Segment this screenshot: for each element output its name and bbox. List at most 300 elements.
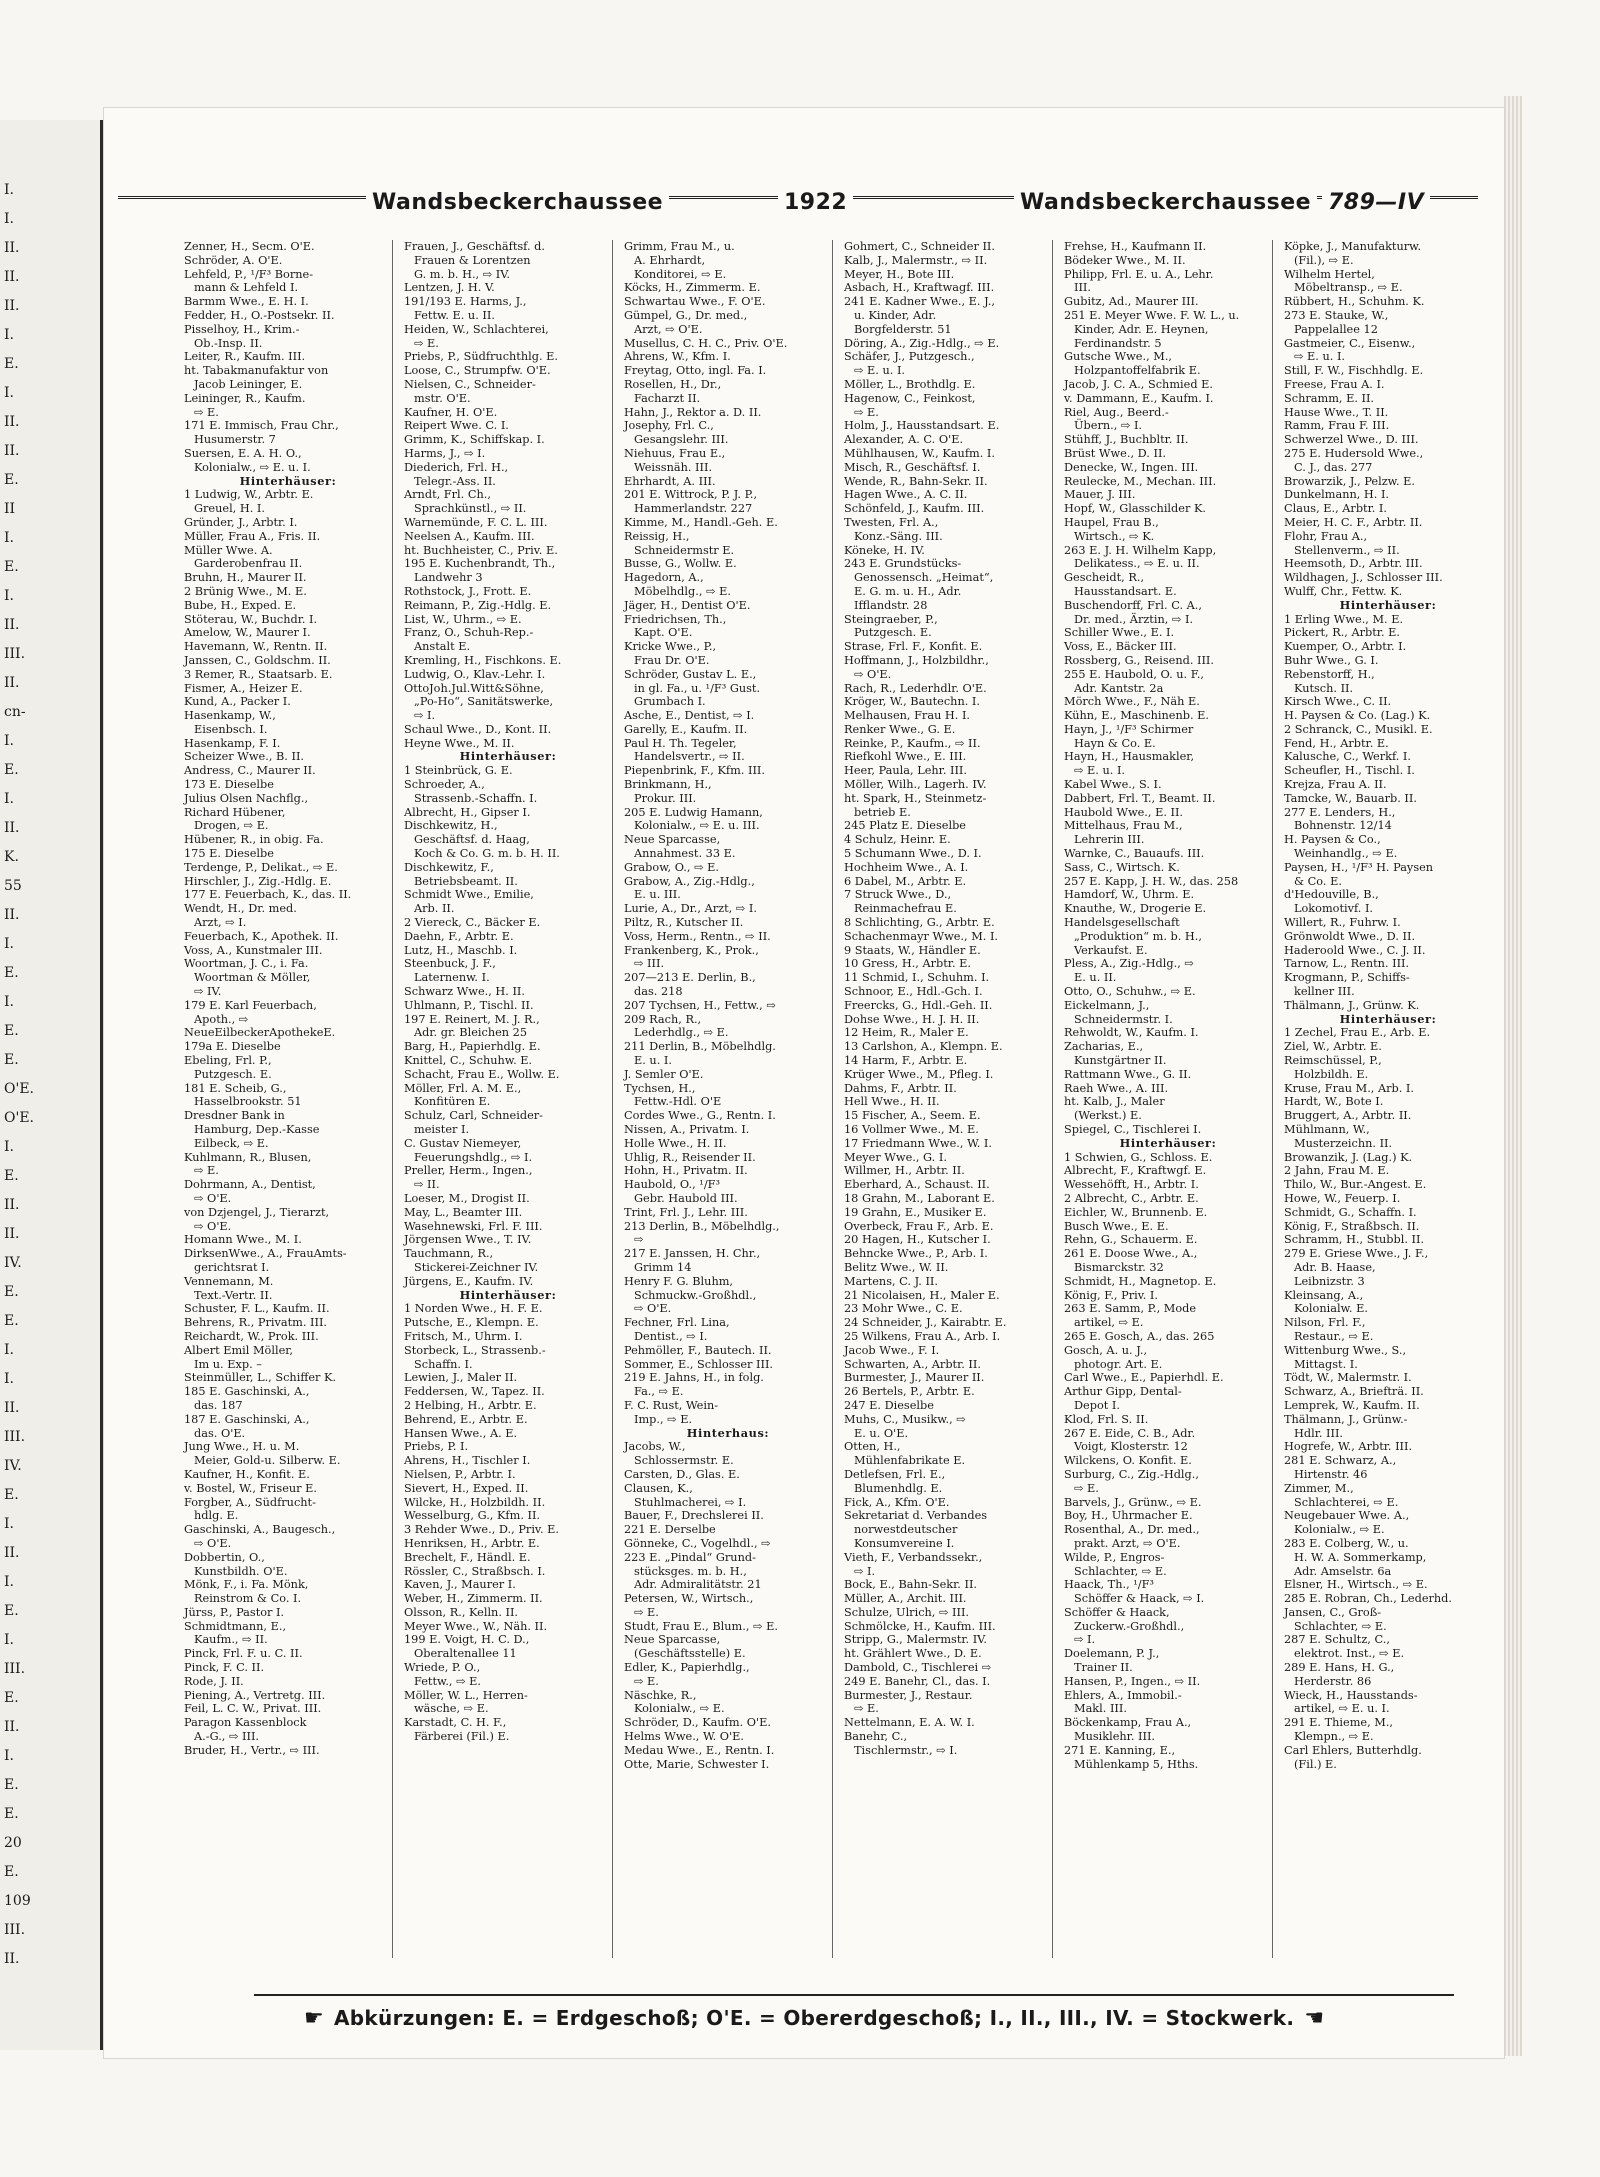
directory-entry: Grimm, K., Schiffskap. I. <box>404 433 545 447</box>
directory-entry: Pehmöller, F., Bautech. II. <box>624 1343 772 1357</box>
directory-entry: Hamdorf, W., Uhrm. E. <box>1064 888 1195 902</box>
directory-entry: Kaven, J., Maurer I. <box>404 1578 516 1592</box>
directory-entry: Gubitz, Ad., Maurer III. <box>1064 295 1199 309</box>
facing-page-fragment: I. <box>4 1516 14 1532</box>
directory-entry: norwestdeutscher <box>854 1523 958 1537</box>
directory-entry: Bauer, F., Drechslerei II. <box>624 1509 764 1523</box>
abbreviation-footer <box>254 1994 1454 2040</box>
directory-entry: Kalusche, C., Werkf. I. <box>1284 750 1411 764</box>
facing-page-fragment: I. <box>4 791 14 807</box>
directory-entry: Leininger, R., Kaufm. <box>184 391 306 405</box>
directory-entry: Hasenkamp, W., <box>184 709 276 723</box>
directory-entry: Freytag, Otto, ingl. Fa. I. <box>624 364 767 378</box>
directory-entry: Fismer, A., Heizer E. <box>184 681 303 695</box>
directory-entry: Hagedorn, A., <box>624 571 704 585</box>
directory-entry: Warnemünde, F. C. L. III. <box>404 515 548 529</box>
directory-entry: Gutsche Wwe., M., <box>1064 350 1173 364</box>
facing-page-fragment: II. <box>4 443 20 459</box>
directory-entry: 187 E. Gaschinski, A., <box>184 1412 310 1426</box>
directory-entry: 291 E. Thieme, M., <box>1284 1716 1394 1730</box>
directory-entry: Geschäftsf. d. Haag, <box>414 833 530 847</box>
directory-entry: 26 Bertels, P., Arbtr. E. <box>844 1385 975 1399</box>
directory-entry: 181 E. Scheib, G., <box>184 1081 287 1095</box>
directory-entry: Schröder, Gustav L. E., <box>624 667 757 681</box>
directory-entry: Kabel Wwe., S. I. <box>1064 778 1162 792</box>
directory-entry: Konsumvereine I. <box>854 1536 955 1550</box>
directory-entry: Gümpel, G., Dr. med., <box>624 308 748 322</box>
directory-entry: Tauchmann, R., <box>404 1247 494 1261</box>
directory-entry: 245 Platz E. Dieselbe <box>844 819 966 833</box>
directory-entry: stücksges. m. b. H., <box>634 1564 747 1578</box>
directory-entry: Husumerstr. 7 <box>194 433 276 447</box>
directory-entry: DirksenWwe., A., FrauAmts- <box>184 1247 347 1261</box>
directory-columns <box>180 240 1502 1958</box>
directory-entry: May, L., Beamter III. <box>404 1205 523 1219</box>
directory-entry: Riel, Aug., Beerd.- <box>1064 405 1169 419</box>
directory-entry: Mühlenfabrikate E. <box>854 1454 966 1468</box>
facing-page-fragment: E. <box>4 1052 19 1068</box>
directory-entry: Carsten, D., Glas. E. <box>624 1467 740 1481</box>
directory-entry: Handelsgesellschaft <box>1064 916 1180 930</box>
directory-entry: Kuemper, O., Arbtr. I. <box>1284 640 1407 654</box>
directory-entry: Warnke, C., Bauaufs. III. <box>1064 847 1205 861</box>
directory-entry: Denecke, W., Ingen. III. <box>1064 460 1199 474</box>
directory-entry: Schulz, Carl, Schneider- <box>404 1109 543 1123</box>
directory-entry: 2 Viereck, C., Bäcker E. <box>404 916 541 930</box>
directory-entry: Kleinsang, A., <box>1284 1288 1364 1302</box>
directory-entry: 175 E. Dieselbe <box>184 847 274 861</box>
directory-entry: Tychsen, H., <box>624 1081 696 1095</box>
directory-entry: Dambold, C., Tischlerei ⇨ <box>844 1661 992 1675</box>
directory-entry: Schaffn. I. <box>414 1357 473 1371</box>
directory-entry: Lurie, A., Dr., Arzt, ⇨ I. <box>624 902 757 916</box>
directory-entry: Putsche, E., Klempn. E. <box>404 1316 539 1330</box>
directory-entry: Greuel, H. I. <box>194 502 265 516</box>
directory-entry: 217 E. Janssen, H. Chr., <box>624 1247 761 1261</box>
section-heading: Hinterhäuser: <box>1339 1011 1437 1026</box>
directory-entry: Dahms, F., Arbtr. II. <box>844 1081 957 1095</box>
directory-entry: Jacob Wwe., F. I. <box>844 1343 940 1357</box>
directory-entry: Jürss, P., Pastor I. <box>184 1605 285 1619</box>
directory-entry: 2 Albrecht, C., Arbtr. E. <box>1064 1191 1199 1205</box>
directory-entry: ht. Kalb, J., Maler <box>1064 1095 1165 1109</box>
directory-entry: 199 E. Voigt, H. C. D., <box>404 1633 530 1647</box>
directory-entry: Schröder, D., Kaufm. O'E. <box>624 1716 771 1730</box>
directory-entry: 223 E. „Pindal“ Grund- <box>624 1550 756 1564</box>
directory-entry: Albrecht, H., Gipser I. <box>404 805 531 819</box>
directory-entry: Thilo, W., Bur.-Angest. E. <box>1284 1178 1427 1192</box>
directory-entry: Meyer, H., Bote III. <box>844 267 955 281</box>
directory-entry: Behrend, E., Arbtr. E. <box>404 1412 528 1426</box>
directory-entry: Kimme, M., Handl.-Geh. E. <box>624 515 778 529</box>
facing-page-fragment: II. <box>4 414 20 430</box>
directory-entry: Claus, E., Arbtr. I. <box>1284 502 1387 516</box>
directory-entry: Nielsen, C., Schneider- <box>404 377 536 391</box>
directory-entry: Hause Wwe., T. II. <box>1284 405 1389 419</box>
directory-entry: Dischkewitz, H., <box>404 819 498 833</box>
directory-entry: Amelow, W., Maurer I. <box>184 626 311 640</box>
directory-entry: Hochheim Wwe., A. I. <box>844 860 969 874</box>
directory-entry: Wieck, H., Hausstands- <box>1284 1688 1418 1702</box>
directory-entry: 10 Gress, H., Arbtr. E. <box>844 957 971 971</box>
directory-entry: Mauer, J. III. <box>1064 488 1136 502</box>
directory-entry: Mühlmann, W., <box>1284 1123 1370 1136</box>
directory-entry: 207 Tychsen, H., Fettw., ⇨ <box>624 998 776 1012</box>
directory-entry: Tischlermstr., ⇨ I. <box>854 1743 958 1757</box>
directory-entry: gerichtsrat I. <box>194 1260 270 1274</box>
directory-entry: Sievert, H., Exped. II. <box>404 1481 529 1495</box>
directory-entry: E. u. O'E. <box>854 1426 909 1440</box>
directory-entry: ⇨ I. <box>854 1564 876 1578</box>
directory-entry: Weber, H., Zimmerm. II. <box>404 1592 543 1606</box>
directory-entry: Priebs, P. I. <box>404 1440 469 1454</box>
directory-entry: Tamcke, W., Bauarb. II. <box>1284 791 1417 805</box>
directory-entry: Studt, Frau E., Blum., ⇨ E. <box>624 1619 778 1633</box>
directory-entry: 3 Remer, R., Staatsarb. E. <box>184 667 333 681</box>
directory-entry: 185 E. Gaschinski, A., <box>184 1385 310 1399</box>
directory-entry: 2 Brünig Wwe., M. E. <box>184 584 307 598</box>
directory-entry: Schneidermstr. I. <box>1074 1012 1173 1026</box>
directory-entry: Apoth., ⇨ <box>194 1012 249 1026</box>
directory-entry: Grabow, O., ⇨ E. <box>624 860 719 874</box>
directory-entry: Asche, E., Dentist, ⇨ I. <box>624 709 755 723</box>
directory-entry: Ebeling, Frl. P., <box>184 1054 272 1068</box>
facing-page-fragment: III. <box>4 1429 26 1445</box>
directory-entry: Feil, L. C. W., Privat. III. <box>184 1702 322 1716</box>
directory-entry: Köcks, H., Zimmerm. E. <box>624 281 761 295</box>
section-heading: Hinterhaus: <box>686 1425 770 1440</box>
directory-entry: Schlossermstr. E. <box>634 1454 734 1468</box>
directory-entry: Hübener, R., in obig. Fa. <box>184 833 324 847</box>
directory-entry: Belitz Wwe., W. II. <box>844 1260 949 1274</box>
directory-entry: 263 E. J. H. Wilhelm Kapp, <box>1064 543 1217 557</box>
directory-entry: Carl Wwe., E., Papierhdl. E. <box>1064 1371 1224 1385</box>
directory-entry: Riefkohl Wwe., E. III. <box>844 750 967 764</box>
directory-entry: Leibnizstr. 3 <box>1294 1274 1365 1288</box>
directory-entry: Drogen, ⇨ E. <box>194 819 269 833</box>
directory-entry: Fedder, H., O.-Postsekr. II. <box>184 308 335 322</box>
directory-entry: Schlachter, ⇨ E. <box>1294 1619 1387 1633</box>
directory-entry: Krejza, Frau A. II. <box>1284 778 1387 792</box>
directory-entry: 221 E. Derselbe <box>624 1523 716 1537</box>
directory-entry: Dischkewitz, F., <box>404 860 494 874</box>
directory-column-3 <box>620 240 833 1958</box>
directory-entry: 17 Friedmann Wwe., W. I. <box>844 1136 992 1150</box>
directory-entry: Kirsch Wwe., C. II. <box>1284 695 1392 709</box>
directory-entry: Müller Wwe. A. <box>184 543 273 557</box>
directory-entry: 12 Heim, R., Maler E. <box>844 1026 969 1040</box>
directory-entry: kellner III. <box>1294 985 1355 999</box>
directory-entry: Elsner, H., Wirtsch., ⇨ E. <box>1284 1578 1428 1592</box>
directory-entry: Meier, H. C. F., Arbtr. II. <box>1284 515 1423 529</box>
facing-page-fragment: I. <box>4 994 14 1010</box>
directory-entry: Pinck, Frl. F. u. C. II. <box>184 1647 303 1661</box>
directory-entry: ht. Spark, H., Steinmetz- <box>844 791 987 805</box>
directory-entry: ⇨ O'E. <box>854 667 892 681</box>
directory-entry: Rosellen, H., Dr., <box>624 377 722 391</box>
directory-entry: Misch, R., Geschäftsf. I. <box>844 460 981 474</box>
directory-entry: Frauen, J., Geschäftsf. d. <box>404 240 545 253</box>
directory-entry: Kapt. O'E. <box>634 626 693 640</box>
directory-entry: Flohr, Frau A., <box>1284 529 1368 543</box>
directory-entry: (Fil.), ⇨ E. <box>1294 253 1354 267</box>
directory-entry: Mittagst. I. <box>1294 1357 1358 1371</box>
directory-entry: Stellenverm., ⇨ II. <box>1294 543 1400 557</box>
directory-entry: Eichler, W., Brunnenb. E. <box>1064 1205 1208 1219</box>
facing-page-fragment: I. <box>4 733 14 749</box>
directory-entry: Twesten, Frl. A., <box>844 515 939 529</box>
directory-entry: 173 E. Dieselbe <box>184 778 274 792</box>
directory-entry: Wesselburg, G., Kfm. II. <box>404 1509 541 1523</box>
directory-entry: König, F., Priv. I. <box>1064 1288 1158 1302</box>
directory-entry: Schwarten, A., Arbtr. II. <box>844 1357 981 1371</box>
directory-entry: Buschendorff, Frl. C. A., <box>1064 598 1202 612</box>
directory-entry: Bödeker Wwe., M. II. <box>1064 253 1186 267</box>
directory-entry: Kund, A., Packer I. <box>184 695 291 709</box>
directory-entry: Kinder, Adr. E. Heynen, <box>1074 322 1209 336</box>
directory-entry: Kricke Wwe., P., <box>624 640 717 654</box>
directory-entry: artikel, ⇨ E. u. I. <box>1294 1702 1390 1716</box>
directory-entry: Helms Wwe., W. O'E. <box>624 1730 745 1744</box>
directory-entry: Ifflandstr. 28 <box>854 598 928 612</box>
directory-entry: Nielsen, P., Arbtr. I. <box>404 1467 516 1481</box>
directory-entry: Krogmann, P., Schiffs- <box>1284 971 1410 985</box>
directory-entry: Musellus, C. H. C., Priv. O'E. <box>624 336 788 350</box>
directory-entry: 2 Schranck, C., Musikl. E. <box>1284 722 1433 736</box>
directory-entry: Schönfeld, J., Kaufm. III. <box>844 502 985 516</box>
directory-entry: F. C. Rust, Wein- <box>624 1398 719 1412</box>
directory-entry: 283 E. Colberg, W., u. <box>1284 1536 1409 1550</box>
directory-entry: Boy, H., Uhrmacher E. <box>1064 1509 1193 1523</box>
directory-entry: List, W., Uhrm., ⇨ E. <box>404 612 522 626</box>
directory-entry: Hagen Wwe., A. C. II. <box>844 488 968 502</box>
directory-entry: Gönneke, C., Vogelhdl., ⇨ <box>624 1536 771 1550</box>
directory-entry: Dr. med., Ärztin, ⇨ I. <box>1074 612 1194 626</box>
directory-entry: Kunstbildh. O'E. <box>194 1564 288 1578</box>
directory-entry: mann & Lehfeld I. <box>194 281 299 295</box>
directory-entry: Franz, O., Schuh-Rep.- <box>404 626 534 640</box>
directory-entry: Jörgensen Wwe., T. IV. <box>404 1233 532 1247</box>
directory-entry: Hasenkamp, F. I. <box>184 736 281 750</box>
directory-entry: Petersen, W., Wirtsch., <box>624 1592 754 1606</box>
directory-entry: Frankenberg, K., Prok., <box>624 943 759 957</box>
directory-entry: Kutsch. II. <box>1294 681 1354 695</box>
directory-entry: das. 218 <box>634 985 683 999</box>
directory-entry: 5 Schumann Wwe., D. I. <box>844 847 982 861</box>
directory-entry: Strassenb.-Schaffn. I. <box>414 791 538 805</box>
directory-entry: Lehfeld, P., ¹/F³ Borne- <box>184 267 314 281</box>
directory-entry: meister I. <box>414 1123 470 1136</box>
directory-entry: Zimmer, M., <box>1284 1481 1354 1495</box>
year-label: 1922 <box>778 190 853 215</box>
directory-entry: Howe, W., Feuerp. I. <box>1284 1191 1401 1205</box>
directory-entry: Eberhard, A., Schaust. II. <box>844 1178 990 1192</box>
directory-entry: elektrot. Inst., ⇨ E. <box>1294 1647 1405 1661</box>
directory-entry: 261 E. Doose Wwe., A., <box>1064 1247 1198 1261</box>
directory-entry: Döring, A., Zig.-Hdlg., ⇨ E. <box>844 336 1000 350</box>
directory-entry: Hohn, H., Privatm. II. <box>624 1164 748 1178</box>
directory-entry: Neue Sparcasse, <box>624 1633 721 1647</box>
directory-entry: Hahn, J., Rektor a. D. II. <box>624 405 762 419</box>
directory-entry: Schmölcke, H., Kaufm. III. <box>844 1619 996 1633</box>
directory-entry: Möller, Wilh., Lagerh. IV. <box>844 778 987 792</box>
directory-entry: ⇨ O'E. <box>194 1191 232 1205</box>
directory-entry: Wilhelm Hertel, <box>1284 267 1375 281</box>
directory-entry: Schramm, E. II. <box>1284 391 1375 405</box>
directory-entry: 211 Derlin, B., Möbelhdlg. <box>624 1040 776 1054</box>
directory-entry: 243 E. Grundstücks- <box>844 557 962 571</box>
directory-entry: Blumenhdlg. E. <box>854 1481 943 1495</box>
directory-entry: Voss, A., Kunstmaler III. <box>184 943 323 957</box>
directory-entry: & Co. E. <box>1294 874 1342 888</box>
directory-entry: Zacharias, E., <box>1064 1040 1144 1054</box>
directory-entry: Barmm Wwe., E. H. I. <box>184 295 309 309</box>
directory-entry: König, F., Straßbsch. II. <box>1284 1219 1420 1233</box>
directory-entry: Richard Hübener, <box>184 805 286 819</box>
directory-entry: Paysen, H., ¹/F³ H. Paysen <box>1284 860 1434 874</box>
facing-page-fragment: II. <box>4 1197 20 1213</box>
directory-entry: Wittenburg Wwe., S., <box>1284 1343 1407 1357</box>
facing-page-fragment: E. <box>4 472 19 488</box>
directory-entry: C. Gustav Niemeyer, <box>404 1136 522 1150</box>
directory-entry: Arthur Gipp, Dental- <box>1064 1385 1182 1399</box>
facing-page-fragment: II. <box>4 269 20 285</box>
directory-entry: E. u. I. <box>634 1054 672 1068</box>
directory-entry: Jäger, H., Dentist O'E. <box>624 598 751 612</box>
directory-entry: Zuckerw.-Großhdl., <box>1074 1619 1185 1633</box>
directory-entry: Woortman & Möller, <box>194 971 311 985</box>
directory-entry: 6 Dabel, M., Arbtr. E. <box>844 874 967 888</box>
directory-entry: Schulze, Ulrich, ⇨ III. <box>844 1605 970 1619</box>
directory-entry: Stöterau, W., Buchdr. I. <box>184 612 318 626</box>
directory-entry: ⇨ E. <box>634 1674 659 1688</box>
directory-entry: Mönk, F., i. Fa. Mönk, <box>184 1578 309 1592</box>
directory-entry: Bohnenstr. 12/14 <box>1294 819 1392 833</box>
directory-entry: Paul H. Th. Tegeler, <box>624 736 737 750</box>
directory-entry: Kaufner, H. O'E. <box>404 405 498 419</box>
directory-entry: Trint, Frl. J., Lehr. III. <box>624 1205 748 1219</box>
directory-entry: Wulff, Chr., Fettw. K. <box>1284 584 1403 598</box>
directory-entry: Köneke, H. IV. <box>844 543 925 557</box>
facing-page-fragment: I. <box>4 588 14 604</box>
directory-entry: Woortman, J. C., i. Fa. <box>184 957 309 971</box>
directory-entry: Busse, G., Wollw. E. <box>624 557 737 571</box>
directory-entry: Schmidt, G., Schaffn. I. <box>1284 1205 1417 1219</box>
directory-entry: Reissig, H., <box>624 529 690 543</box>
directory-entry: Stuhlmacherei, ⇨ I. <box>634 1495 747 1509</box>
directory-entry: Handelsvertr., ⇨ II. <box>634 750 745 764</box>
directory-entry: Schlachterei, ⇨ E. <box>1294 1495 1399 1509</box>
directory-entry: Arndt, Frl. Ch., <box>404 488 491 502</box>
directory-entry: 213 Derlin, B., Möbelhdlg., <box>624 1219 780 1233</box>
facing-page-fragment: IV. <box>4 1458 22 1474</box>
directory-entry: Gebr. Haubold III. <box>634 1191 738 1205</box>
directory-entry: Burmester, J., Maurer II. <box>844 1371 985 1385</box>
directory-entry: Freercks, G., Hdl.-Geh. II. <box>844 998 993 1012</box>
directory-entry: Rach, R., Lederhdlr. O'E. <box>844 681 987 695</box>
facing-page-fragment: I. <box>4 385 14 401</box>
facing-page-fragment: I. <box>4 1574 14 1590</box>
directory-entry: Daehn, F., Arbtr. E. <box>404 929 514 943</box>
directory-entry: Sekretariat d. Verbandes <box>844 1509 988 1523</box>
directory-entry: Klod, Frl. S. II. <box>1064 1412 1149 1426</box>
directory-entry: Ludwig, O., Klav.-Lehr. I. <box>404 667 546 681</box>
directory-entry: 287 E. Schultz, C., <box>1284 1633 1390 1647</box>
directory-entry: Albert Emil Möller, <box>184 1343 294 1357</box>
directory-entry: Bube, H., Exped. E. <box>184 598 297 612</box>
directory-entry: Kalb, J., Malermstr., ⇨ II. <box>844 253 988 267</box>
directory-entry: Hansen, P., Ingen., ⇨ II. <box>1064 1674 1201 1688</box>
directory-entry: 197 E. Reinert, M. J. R., <box>404 1012 540 1026</box>
directory-entry: Doelemann, P. J., <box>1064 1647 1160 1661</box>
directory-entry: Clausen, K., <box>624 1481 693 1495</box>
directory-entry: Tödt, W., Malermstr. I. <box>1284 1371 1412 1385</box>
directory-entry: Mühlenkamp 5, Hths. <box>1074 1757 1199 1771</box>
directory-entry: Im u. Exp. – <box>194 1357 262 1371</box>
directory-entry: Brechelt, F., Händl. E. <box>404 1550 531 1564</box>
directory-entry: Kröger, W., Bautechn. I. <box>844 695 980 709</box>
facing-page-fragment: E. <box>4 1023 19 1039</box>
directory-entry: Lederhdlg., ⇨ E. <box>634 1026 729 1040</box>
directory-entry: 179a E. Dieselbe <box>184 1040 281 1054</box>
facing-page-fragment: II. <box>4 1226 20 1242</box>
directory-entry: Otte, Marie, Schwester I. <box>624 1757 770 1771</box>
directory-entry: 4 Schulz, Heinr. E. <box>844 833 951 847</box>
directory-entry: Klempn., ⇨ E. <box>1294 1730 1374 1744</box>
directory-entry: Meyer Wwe., W., Näh. II. <box>404 1619 548 1633</box>
facing-page-fragment: I. <box>4 936 14 952</box>
directory-entry: 25 Wilkens, Frau A., Arb. I. <box>844 1329 1001 1343</box>
directory-entry: Heemsoth, D., Arbtr. III. <box>1284 557 1423 571</box>
directory-entry: Uhlig, R., Reisender II. <box>624 1150 756 1164</box>
directory-entry: III. <box>1074 281 1091 295</box>
directory-entry: 3 Rehder Wwe., D., Priv. E. <box>404 1523 559 1537</box>
directory-entry: Ahrens, W., Kfm. I. <box>624 350 731 364</box>
directory-entry: Gesangslehr. III. <box>634 433 729 447</box>
directory-entry: (Werkst.) E. <box>1074 1109 1142 1123</box>
directory-entry: Steinmüller, L., Schiffer K. <box>184 1371 337 1385</box>
directory-entry: 179 E. Karl Feuerbach, <box>184 998 317 1012</box>
directory-entry: Friedrichsen, Th., <box>624 612 727 626</box>
directory-entry: Weinhandlg., ⇨ E. <box>1294 847 1398 861</box>
directory-entry: Schnoor, E., Hdl.-Gch. I. <box>844 985 983 999</box>
directory-entry: 267 E. Eide, C. B., Adr. <box>1064 1426 1196 1440</box>
directory-entry: Näschke, R., <box>624 1688 697 1702</box>
directory-entry: Lentzen, J. H. V. <box>404 281 495 295</box>
directory-entry: Gaschinski, A., Baugesch., <box>184 1523 336 1537</box>
facing-page-fragment: II. <box>4 1951 20 1967</box>
directory-entry: Hagenow, C., Feinkost, <box>844 391 976 405</box>
directory-entry: ⇨ E. u. I. <box>1074 764 1125 778</box>
directory-entry: Telegr.-Ass. II. <box>414 474 496 488</box>
directory-entry: Fettw., ⇨ E. <box>414 1674 481 1688</box>
directory-entry: Raeh Wwe., A. III. <box>1064 1081 1169 1095</box>
directory-entry: Still, F. W., Fischhdlg. E. <box>1284 364 1424 378</box>
directory-entry: Zenner, H., Secm. O'E. <box>184 240 315 253</box>
directory-entry: 16 Vollmer Wwe., M. E. <box>844 1123 979 1136</box>
facing-page-fragment: I. <box>4 1139 14 1155</box>
directory-entry: Imp., ⇨ E. <box>634 1412 693 1426</box>
directory-entry: 11 Schmid, I., Schuhm. I. <box>844 971 990 985</box>
facing-page-fragment: E. <box>4 1864 19 1880</box>
directory-entry: Freese, Frau A. I. <box>1284 377 1385 391</box>
directory-entry: Arzt, ⇨ O'E. <box>634 322 703 336</box>
directory-entry: Lutz, H., Maschb. I. <box>404 943 518 957</box>
directory-entry: Barvels, J., Grünw., ⇨ E. <box>1064 1495 1202 1509</box>
directory-entry: Reulecke, M., Mechan. III. <box>1064 474 1217 488</box>
directory-entry: v. Dammann, E., Kaufm. I. <box>1064 391 1214 405</box>
directory-entry: Andress, C., Maurer II. <box>184 764 316 778</box>
